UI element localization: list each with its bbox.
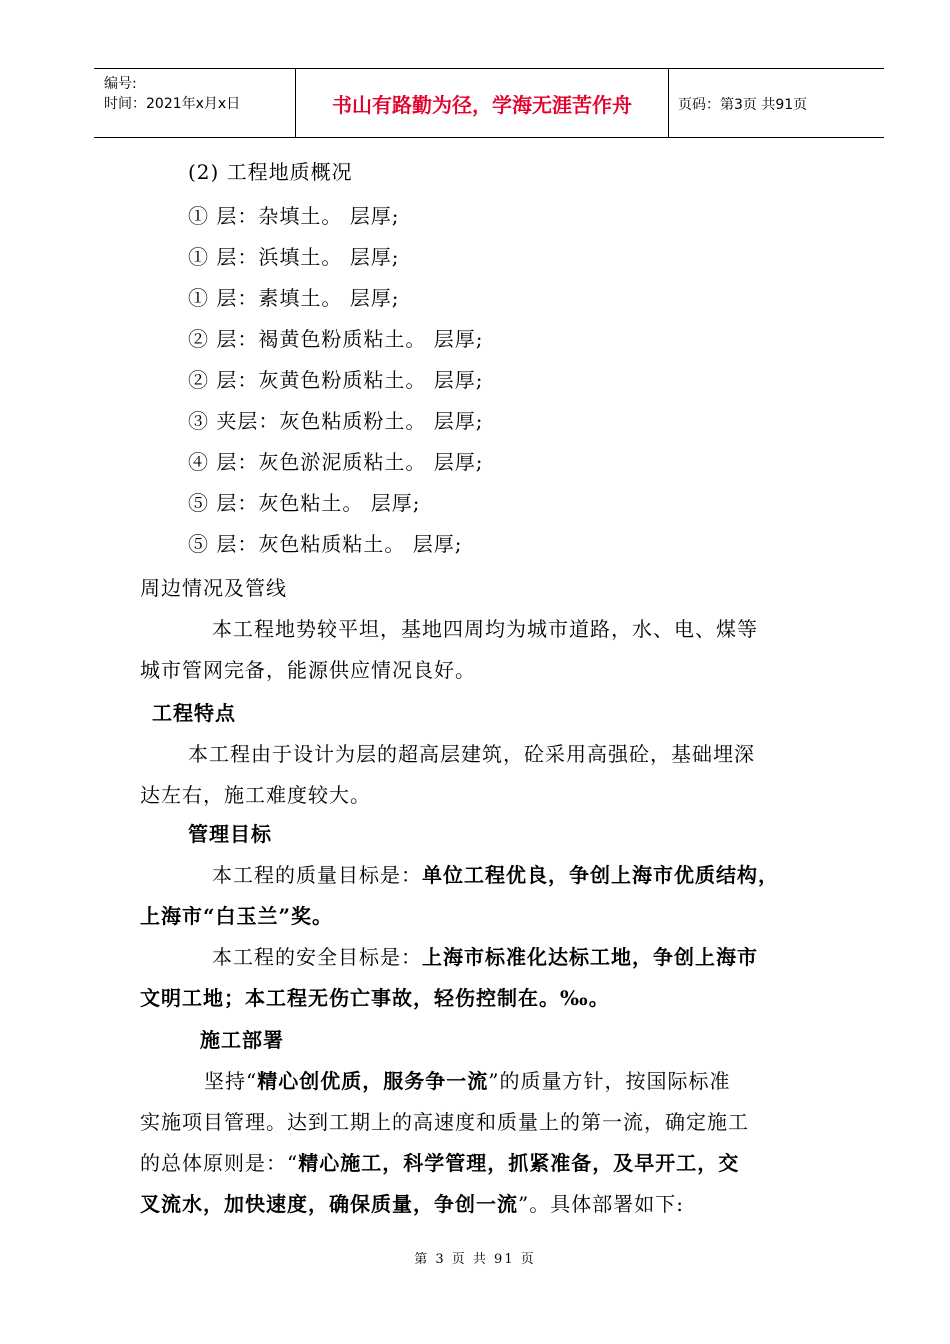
- quality-goal-line: [212, 861, 779, 889]
- deployment-paragraph-line: [204, 1067, 730, 1095]
- deployment-text: 的总体原则是：“: [140, 1151, 299, 1175]
- geology-title: (2) 工程地质概况: [188, 160, 353, 184]
- deployment-paragraph-line: [140, 1149, 739, 1177]
- safety-goal-line: [212, 943, 758, 971]
- surroundings-paragraph-line: 城市管网完备，能源供应情况良好。: [140, 658, 476, 682]
- deployment-text: ”的质量方针，按国际标准: [488, 1069, 731, 1093]
- management-title: 管理目标: [188, 822, 272, 846]
- date-label: 时间：2021年x月x日: [104, 96, 241, 112]
- deployment-paragraph-line: [140, 1190, 684, 1218]
- layer-item: ⑤ 层：灰色粘土。 层厚;: [188, 491, 421, 515]
- header-center-cell: [295, 69, 669, 137]
- layer-item: ⑤ 层：灰色粘质粘土。 层厚;: [188, 532, 463, 556]
- layer-item: ② 层：灰黄色粉质粘土。 层厚;: [188, 368, 484, 392]
- surroundings-title: 周边情况及管线: [140, 576, 287, 600]
- deployment-highlight: 精心施工，科学管理，抓紧准备，及早开工，交: [298, 1151, 740, 1175]
- deployment-text: ”。具体部署如下:: [518, 1192, 684, 1216]
- layer-item: ④ 层：灰色淤泥质粘土。 层厚;: [188, 450, 484, 474]
- layer-item: ① 层：浜填土。 层厚;: [188, 245, 400, 269]
- header-motto: 书山有路勤为径，学海无涯苦作舟: [332, 93, 632, 117]
- deployment-text: 坚持“: [204, 1069, 258, 1093]
- features-title: 工程特点: [152, 701, 236, 725]
- header-page-label: 页码：第3页 共91页: [678, 97, 808, 113]
- page-footer: 第 3 页 共 91 页: [414, 1252, 536, 1267]
- deployment-highlight: 精心创优质，服务争一流: [257, 1069, 489, 1093]
- deployment-highlight: 叉流水，加快速度，确保质量，争创一流: [140, 1192, 518, 1216]
- layer-item: ① 层：杂填土。 层厚;: [188, 204, 400, 228]
- deployment-paragraph-line: 实施项目管理。达到工期上的高速度和质量上的第一流，确定施工: [140, 1110, 749, 1134]
- features-paragraph-line: 达左右，施工难度较大。: [140, 783, 371, 807]
- layer-item: ① 层：素填土。 层厚;: [188, 286, 400, 310]
- quality-goal-line: 上海市“白玉兰”奖。: [140, 904, 334, 928]
- header-right-cell: [668, 69, 884, 137]
- layer-item: ③ 夹层：灰色粘质粉土。 层厚;: [188, 409, 484, 433]
- safety-goal-prefix: 本工程的安全目标是：: [212, 945, 422, 969]
- header-left-cell: [94, 69, 295, 137]
- safety-goal-highlight: 上海市标准化达标工地，争创上海市: [422, 945, 758, 969]
- deployment-title: 施工部署: [200, 1028, 284, 1052]
- features-paragraph-line: 本工程由于设计为层的超高层建筑，砼采用高强砼，基础埋深: [188, 742, 755, 766]
- quality-goal-prefix: 本工程的质量目标是：: [212, 863, 422, 887]
- serial-label: 编号:: [104, 76, 137, 92]
- surroundings-paragraph-line: 本工程地势较平坦，基地四周均为城市道路，水、电、煤等: [212, 617, 758, 641]
- page-header: [94, 68, 884, 138]
- safety-goal-line: 文明工地；本工程无伤亡事故，轻伤控制在。‰。: [140, 986, 610, 1010]
- quality-goal-highlight: 单位工程优良，争创上海市优质结构，: [422, 863, 779, 887]
- layer-item: ② 层：褐黄色粉质粘土。 层厚;: [188, 327, 484, 351]
